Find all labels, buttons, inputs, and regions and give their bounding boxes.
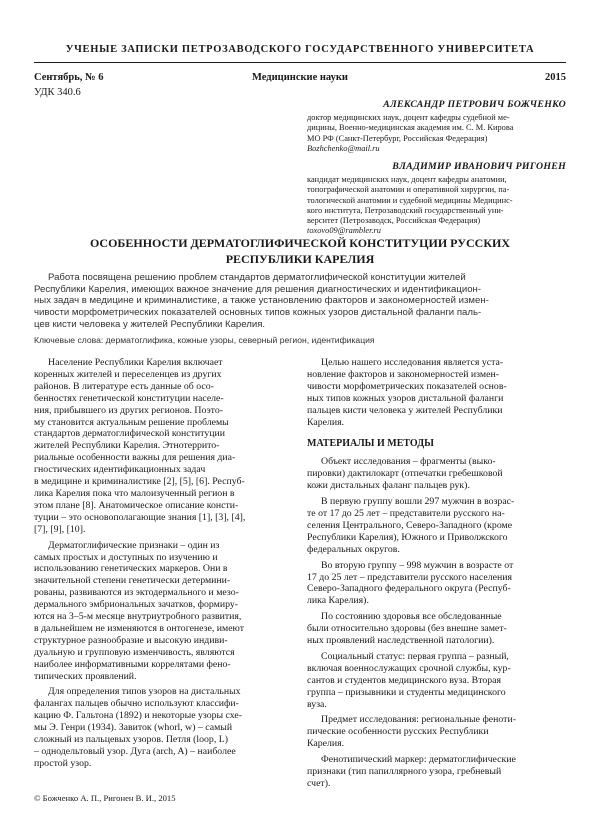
text-line: коренных жителей и переселенцев из других <box>34 368 222 380</box>
author-block-2 <box>307 162 566 236</box>
text-line: те от 17 до 25 лет – представители русского на- <box>307 507 505 519</box>
text-line: в медицине и криминалистике [2], [5], [6]. Респуб- <box>34 476 245 488</box>
text-line: В первую группу вошли 297 мужчин в возрас- <box>321 496 515 508</box>
text-line: федеральных округов. <box>307 543 400 555</box>
text-line: Дерматоглифические признаки – один из <box>48 539 220 551</box>
text-line: мы Э. Генри (1934). Завиток (whorl, w) – самый <box>34 722 233 734</box>
author-affiliation-line: тологической анатомии и судебной медицины Медицинс- <box>307 195 513 205</box>
author-affiliation-line: кого института, Петрозаводский государственный уни- <box>307 205 504 215</box>
text-line: 17 до 25 лет – представители русского населения <box>307 571 512 583</box>
paragraph <box>307 611 565 647</box>
text-line: ных типов кожных узоров дистальной фаланги <box>307 392 504 404</box>
paragraph <box>307 357 565 428</box>
author-name: АЛЕКСАНДР ПЕТРОВИЧ БОЖЧЕНКО <box>383 99 566 110</box>
text-line: самых простых и доступных по изучению и <box>34 551 218 563</box>
text-line: новление факторов и закономерностей измен- <box>307 368 499 380</box>
text-line: пические особенности русских Республики <box>307 726 489 738</box>
text-line: вуза. <box>307 698 327 710</box>
abstract-line: ных задач в медицине и криминалистике, а также установлению факторов и закономерностей измен- <box>34 295 489 307</box>
author-affiliation-line: топографической анатомии и оперативной хирургии, па- <box>307 185 510 195</box>
text-line: Республики Карелия), Южного и Приволжского <box>307 531 508 543</box>
article-title <box>60 236 540 267</box>
author-name: ВЛАДИМИР ИВАНОВИЧ РИГОНЕН <box>392 161 566 172</box>
text-line: счет). <box>307 778 331 789</box>
text-line: Целью нашего исследования является уста- <box>321 357 504 368</box>
text-line: Объект исследования – фрагменты (выко- <box>321 456 496 468</box>
header-rule <box>34 62 566 63</box>
text-line: Фенотипический маркер: дерматоглифические <box>321 754 516 766</box>
author-affiliation-line: доктор медицинских наук, доцент кафедры судебной ме- <box>307 113 510 123</box>
section-name: Медицинские науки <box>252 72 348 83</box>
text-line: группа – призывники и студенты медицинского <box>307 686 506 698</box>
text-line: кацию Ф. Гальтона (1892) и некоторые узоры схе- <box>34 710 243 722</box>
text-line: были относительно здоровы (без внешне замет- <box>307 623 507 635</box>
title-line: РЕСПУБЛИКИ КАРЕЛИЯ <box>225 251 375 266</box>
text-line: селения Центрального, Северо-Западного (кроме <box>307 519 513 531</box>
text-line: туции – это основополагающие знания [1], [3], [4], <box>34 511 246 523</box>
text-line: значительной степени генетически детермини- <box>34 575 231 587</box>
paragraph <box>34 357 292 536</box>
text-line: ния, прибывшего из других регионов. Поэто- <box>34 404 223 416</box>
right-column <box>307 357 565 794</box>
text-line: Во вторую группу – 998 мужчин в возрасте от <box>321 559 514 571</box>
section-heading: МАТЕРИАЛЫ И МЕТОДЫ <box>307 438 434 450</box>
text-line: ных проявлений наследственной патологии). <box>307 635 495 647</box>
issue-date: Сентябрь, № 6 <box>34 72 104 83</box>
author-affiliation-line: кандидат медицинских наук, доцент кафедры анатомии, <box>307 175 507 185</box>
text-line: дуальную и групповую изменчивость, являются <box>34 646 235 658</box>
abstract-line: цев кисти человека у жителей Республики Карелия. <box>34 318 266 330</box>
left-column <box>34 357 292 774</box>
text-line: [7], [9], [10]. <box>34 523 86 535</box>
text-line: признаки (тип папиллярного узора, гребневый <box>307 766 502 778</box>
text-line: жителей Республики Карелия. Этнотеррито- <box>34 440 220 452</box>
paragraph <box>307 714 565 750</box>
text-line: структурное разнообразие и высокую индиви- <box>34 634 228 646</box>
author-affiliation-line: дицины, Военно-медицинская академия им. С. М. Кирова <box>307 123 514 133</box>
text-line: сложный из пальцевых узоров. Петля (loop, L) <box>34 734 228 746</box>
text-line: Карелия. <box>307 738 345 750</box>
title-line: ОСОБЕННОСТИ ДЕРМАТОГЛИФИЧЕСКОЙ КОНСТИТУЦИИ РУССКИХ <box>89 236 511 250</box>
text-line: чивости морфометрических показателей основ- <box>307 380 507 392</box>
abstract <box>34 272 566 331</box>
text-line: в дальнейшем не изменяются в онтогенезе, имеют <box>34 622 245 634</box>
text-line: гностических идентификационных задач <box>34 464 206 476</box>
text-line: стандартов дерматоглифической конституции <box>34 428 225 440</box>
journal-title: УЧЕНЫЕ ЗАПИСКИ ПЕТРОЗАВОДСКОГО ГОСУДАРСТВЕННОГО УНИВЕРСИТЕТА <box>65 44 535 55</box>
text-line: Северо-Западного федерального округа (Респуб- <box>307 583 511 595</box>
text-line: пальцев кисти человека у жителей Республики <box>307 404 503 416</box>
text-line: типических проявлений. <box>34 670 137 682</box>
text-line: лика Карелия пока что малоизученный регион в <box>34 487 235 499</box>
text-line: По состоянию здоровья все обследованные <box>321 611 502 623</box>
text-line: ются на 3–5-м месяце внутриутробного развития, <box>34 611 242 623</box>
author-email[interactable]: Bozhchenko@mail.ru <box>307 143 380 153</box>
text-line: использованию генетических маркеров. Они в <box>34 563 228 575</box>
text-line: пировки) дактилокарт (отпечатки гребешковой <box>307 468 503 480</box>
text-line: Для определения типов узоров на дистальных <box>48 686 241 698</box>
text-line: районов. В литературе есть данные об осо- <box>34 380 214 392</box>
paragraph <box>307 651 565 711</box>
text-line: му становится актуальным решение проблемы <box>34 416 229 428</box>
text-line: Карелия. <box>307 416 345 428</box>
abstract-line: Республики Карелия, имеющих важное значение для решения диагностических и идентификацион- <box>34 283 482 295</box>
text-line: риальные особенности важны для решения диа- <box>34 452 236 464</box>
text-line: бенностях генетической конституции населе- <box>34 392 224 404</box>
paragraph <box>307 496 565 556</box>
text-line: Социальный статус: первая группа – разный, <box>321 650 509 662</box>
text-line: наиболее информативными коррелятами фено- <box>34 658 231 670</box>
text-line: рованы, развиваются из эктодермального и мезо- <box>34 587 239 599</box>
text-line: этом плане [8]. Анатомическое описание консти- <box>34 499 239 511</box>
paragraph <box>307 754 565 790</box>
abstract-line: Работа посвящена решению проблем стандартов дерматоглифической конституции жителей <box>48 272 466 283</box>
paragraph <box>34 686 292 769</box>
text-line: фалангах пальцев обычно используют классифи- <box>34 698 239 710</box>
text-line: лика Карелия). <box>307 595 369 607</box>
paragraph <box>34 540 292 683</box>
year: 2015 <box>545 72 566 83</box>
author-block-1 <box>307 100 566 154</box>
author-affiliation-line: МО РФ (Санкт-Петербург, Российская Федерация) <box>307 133 488 143</box>
paragraph <box>307 560 565 608</box>
abstract-line: чивости морфометрических показателей основных типов кожных узоров дистальной фаланги паль- <box>34 307 482 319</box>
paragraph <box>307 456 565 492</box>
text-line: включая военнослужащих срочной службы, кур- <box>307 662 511 674</box>
author-affiliation-line: верситет (Петрозаводск, Российская Федерация) <box>307 216 481 226</box>
keywords: Ключевые слова: дерматоглифика, кожные узоры, северный регион, идентификация <box>34 335 375 345</box>
text-line: Население Республики Карелия включает <box>48 357 223 368</box>
text-line: дермального эмбриональных зачатков, формиру- <box>34 599 239 611</box>
text-line: сантов и студентов медицинского вуза. Вторая <box>307 674 502 686</box>
text-line: – однодельтовый узор. Дуга (arch, A) – наиболее <box>34 746 236 757</box>
text-line: Предмет исследования: региональные феноти- <box>321 714 516 726</box>
copyright: © Божченко А. П., Ригонен В. И., 2015 <box>34 793 176 803</box>
text-line: кожи дистальных фаланг пальцев рук). <box>307 480 470 492</box>
udk-code: УДК 340.6 <box>34 87 81 98</box>
author-email[interactable]: toxovo09@rambler.ru <box>307 226 381 236</box>
text-line: простой узор. <box>34 757 92 769</box>
